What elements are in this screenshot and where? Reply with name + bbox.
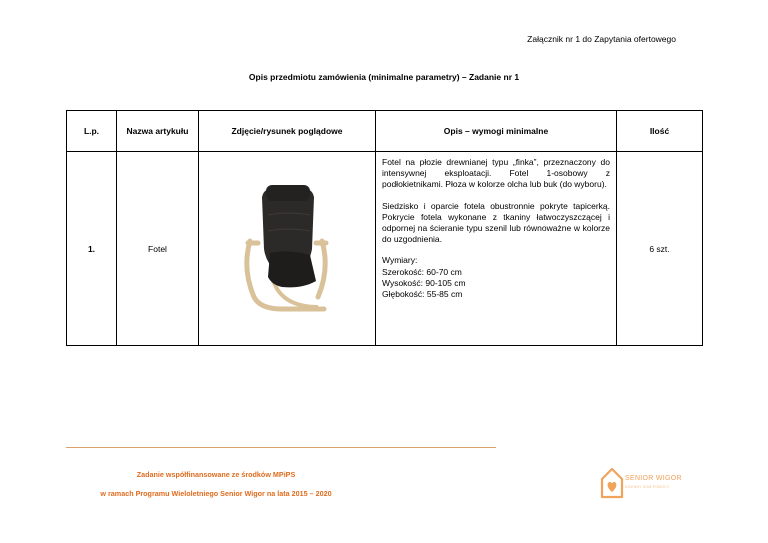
house-heart-logo-icon — [600, 465, 624, 499]
footer-divider — [66, 447, 496, 448]
senior-wigor-logo — [600, 465, 710, 501]
description-paragraph: Fotel na płozie drewnianej typu „finka”, przeznaczony do intensywnej eksploatacji. Fotel 1-osobowy z podłokietnikami. Płoza w kolorze olcha lub buk (do wyboru). — [382, 157, 610, 190]
row-quantity: 6 szt. — [617, 152, 703, 346]
description-paragraph: Siedzisko i oparcie fotela obustronnie pokryte tapicerką. Pokrycie fotela wykonane z tkaniny łatwoczyszczącej i odpornej na ścieranie typu szenil lub równoważne w kolorze do uzgodnienia. — [382, 200, 610, 245]
dimension-height: Wysokość: 90-105 cm — [382, 277, 466, 288]
footer-funding-line: Zadanie współfinansowane ze środków MPiPS — [136, 470, 296, 479]
row-description — [376, 152, 617, 346]
row-image-cell — [199, 152, 376, 346]
row-name: Fotel — [117, 152, 199, 346]
dimensions-heading: Wymiary: — [382, 255, 418, 266]
dimensions-block — [382, 255, 610, 300]
header-lp: L.p. — [67, 111, 117, 152]
row-lp: 1. — [67, 152, 117, 346]
dimension-width: Szerokość: 60-70 cm — [382, 266, 462, 277]
header-name: Nazwa artykułu — [117, 111, 199, 152]
header-description: Opis – wymogi minimalne — [376, 111, 617, 152]
armchair-photo-icon — [232, 179, 342, 319]
header-image: Zdjęcie/rysunek poglądowe — [199, 111, 376, 152]
table-header-row — [67, 111, 703, 152]
table-row — [67, 152, 703, 346]
header-quantity: Ilość — [617, 111, 703, 152]
logo-text: SENIOR WIGOR — [625, 475, 682, 482]
attachment-note: Załącznik nr 1 do Zapytania ofertowego — [527, 34, 676, 44]
spec-table — [66, 110, 703, 346]
dimension-depth: Głębokość: 55-85 cm — [382, 289, 463, 300]
document-title: Opis przedmiotu zamówienia (minimalne parametry) – Zadanie nr 1 — [248, 72, 520, 82]
footer-program-line: w ramach Programu Wieloletniego Senior Wigor na lata 2015 – 2020 — [100, 489, 332, 498]
logo-subtext: DZIENNY DOM POMOCY — [625, 485, 670, 489]
